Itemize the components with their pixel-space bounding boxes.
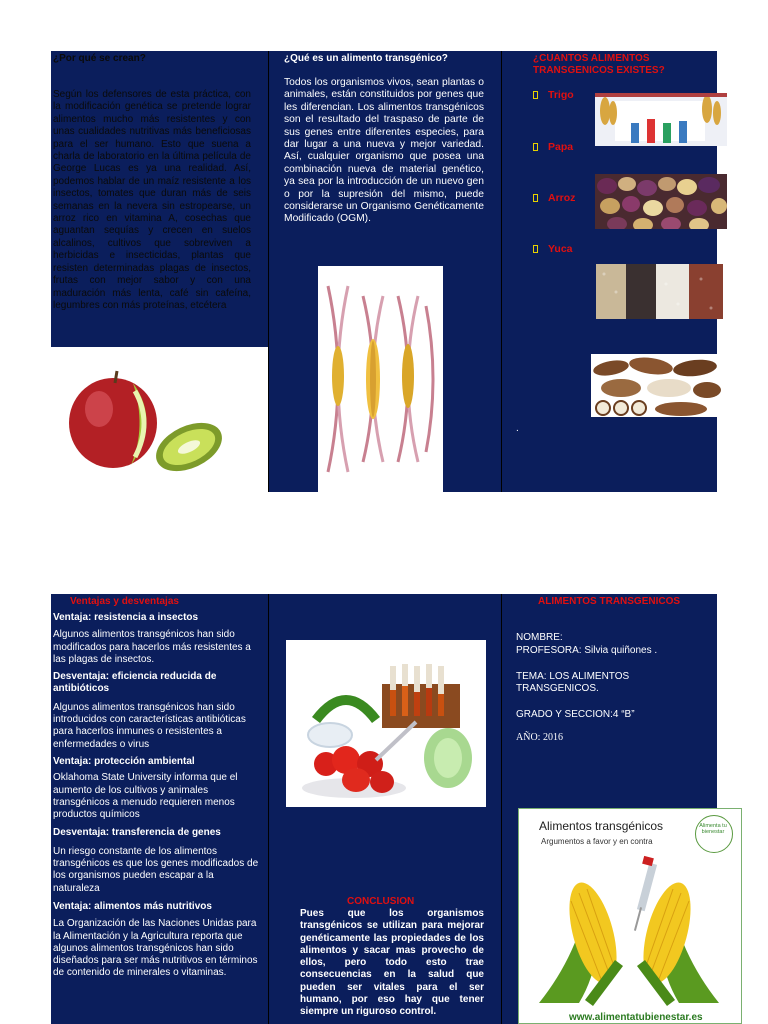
section-heading: Desventaja: eficiencia reducida de antibióticos [53, 671, 217, 695]
logo-text: Alimenta tu bienestar [699, 823, 727, 835]
conclusion-title: CONCLUSION [347, 896, 415, 907]
nombre-label: NOMBRE: [516, 632, 563, 643]
how-many-title-1: ¿CUANTOS ALIMENTOS [533, 53, 650, 64]
fold-line [501, 51, 502, 492]
cover-url: www.alimentatubienestar.es [569, 1012, 703, 1023]
section-heading: Desventaja: transferencia de genes [53, 827, 221, 839]
cover-image-title: Alimentos transgénicos [539, 819, 664, 833]
tema-line-2: TRANSGENICOS. [516, 683, 599, 694]
fold-line [268, 51, 269, 492]
cover-image-subtitle: Argumentos a favor y en contra [541, 837, 653, 846]
section-body: Algunos alimentos transgénicos han sido introducidos con características antibióticas para hacerlos inmunes o resistentes a enfermedades o virus [53, 701, 246, 750]
section-body: Oklahoma State University informa que el aumento de los cultivos y animales transgénicos a menudo requieren menos productos químicos [53, 772, 238, 821]
apple-kiwi-image [51, 347, 249, 492]
how-many-title-2: TRANSGENICOS EXISTES? [533, 65, 665, 76]
section-heading: Ventaja: resistencia a insectos [53, 612, 199, 623]
bullet-icon [533, 245, 538, 253]
section-body: Algunos alimentos transgénicos han sido modificados para hacerlos más resistentes a las plagas de insectos. [53, 629, 251, 665]
list-item-papa: Papa [548, 141, 574, 153]
list-item-trigo: Trigo [548, 89, 574, 101]
potatoes-image [595, 174, 727, 229]
yuca-image [591, 354, 723, 417]
rice-image [596, 264, 723, 319]
grado-label: GRADO Y SECCION:4 “B” [516, 709, 635, 720]
cover-title: ALIMENTOS TRANSGENICOS [538, 596, 681, 607]
wheat-image [595, 93, 727, 146]
section-heading: Ventaja: alimentos más nutritivos [53, 900, 212, 912]
list-item-yuca: Yuca [548, 243, 573, 255]
tomatoes-lab-image [286, 640, 486, 807]
dot: . [516, 423, 519, 434]
tema-line-1: TEMA: LOS ALIMENTOS [516, 671, 630, 682]
why-body: Según los defensores de esta práctica, con la modificación genética se pretende lograr alimentos mucho más resistentes y con unas cualidades nutritivas más beneficiosas para el ser humano. Esto que suena a charla de laboratorio en la última película de George Lucas es ya una realidad. Así, podemos hablar de un maíz resistente a los insectos, tomates que duran más de seis semanas en la nevera sin estropearse, un arroz rico en vitamina A, cosechas que aguantan sequías y crecen en suelos alcalinos, cultivos que sobreviven a herbicidas e insecticidas, plantas que resisten determinadas plagas de insectos, frutas con mejor sabor y con una maduración más lenta, café sin cafeína, legumbres con más proteínas, etcétera [53, 89, 251, 311]
conclusion-body: Pues que los organismos transgénicos se utilizan para mejorar genéticamente las propiedades de los alimentos y sacar mas provecho de ellos, pero todo esto trae consecuencias en la salud que pueden ser vitales para el ser humano, por eso hay que tener siempre un riguroso control. [300, 908, 484, 1018]
pros-cons-title: Ventajas y desventajas [70, 596, 179, 607]
section-body: Un riesgo constante de los alimentos transgénicos es que los genes modificados de los organismos pueden escapar a la naturaleza [53, 845, 259, 894]
anio-label: AÑO: 2016 [516, 732, 563, 743]
fold-line [501, 594, 502, 1024]
list-item-arroz: Arroz [548, 192, 576, 204]
bullet-icon [533, 194, 538, 202]
section-heading: Ventaja: protección ambiental [53, 755, 195, 767]
bullet-icon [533, 143, 538, 151]
fold-line [268, 594, 269, 1024]
section-body: La Organización de las Naciones Unidas para la Alimentación y la Agricultura reporta que algunos alimentos transgénicos han sido diseñados para ser más nutritivos en términos de contenido de minerales o vitaminas. [53, 918, 258, 979]
profesora-label: PROFESORA: Silvia quiñones . [516, 645, 658, 656]
bullet-icon [533, 91, 538, 99]
what-title: ¿Qué es un alimento transgénico? [284, 53, 448, 64]
what-body: Todos los organismos vivos, sean plantas o animales, están constituidos por genes que les diferencian. Los alimentos transgénicos son el resultado del traspaso de parte de sus genes entre diferentes especies, para dar lugar a una nueva y mejor variedad. Así, cualquier organismo que posea una combinación nueva de material genético, ya sea por la introducción de un nuevo gen o por la supresión del mismo, puede considerarse un Organismo Genéticamente Modificado (OGM). [284, 77, 484, 225]
corn-cover-image [518, 808, 742, 1024]
why-title: ¿Por qué se crean? [53, 53, 146, 64]
pros-cons-list [53, 612, 263, 980]
dna-food-image [318, 266, 443, 492]
